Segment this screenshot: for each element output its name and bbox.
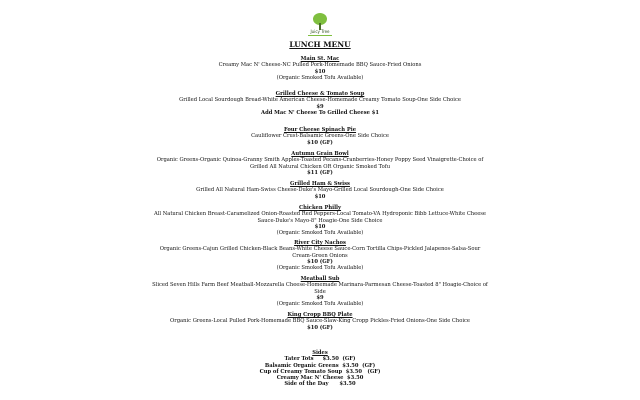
item-note: (Organic Smoked Tofu Available)	[276, 301, 364, 308]
item-name: Grilled Ham & Swiss	[290, 181, 350, 187]
item-addon: Add Mac N' Cheese To Grilled Cheese $1	[261, 109, 379, 116]
item-description: Organic Greens-Local Pulled Pork-Homemade BBQ Sauce-Slaw-King Cropp Pickles-Fried Onions-One Side Choice	[170, 318, 470, 325]
item-name: Four Cheese Spinach Pie	[283, 127, 357, 133]
menu-item	[150, 205, 490, 236]
item-price: $9	[316, 294, 324, 301]
item-description: Organic Greens-Cajun Grilled Chicken-Black Beans-White Cheese Sauce-Corn Tortilla Chips-Pickled Jalapenos-Salsa-Sour Cream-Green Onions	[159, 246, 481, 259]
item-price: $10	[314, 223, 326, 230]
item-name: Main St. Mac	[300, 56, 340, 62]
item-description: Cauliflower Crust-Balsamic Greens-One Side Choice	[251, 133, 389, 140]
menu-item	[150, 151, 490, 176]
page-title: LUNCH MENU	[289, 40, 351, 49]
sides-section	[200, 350, 440, 388]
logo-underline	[308, 35, 332, 36]
side-item: Side of the Day $3.50	[284, 381, 356, 388]
menu-item	[150, 312, 490, 331]
item-price: $10 (GF)	[307, 139, 333, 146]
item-price: $10 (GF)	[307, 258, 333, 265]
menu-item	[150, 240, 490, 271]
item-description: Grilled Local Sourdough Bread-White American Cheese-Homemade Creamy Tomato Soup-One Side Choice	[179, 97, 461, 104]
item-description: Grilled All Natural Ham-Swiss Cheese-Duke's Mayo-Grilled Local Sourdough-One Side Choice	[196, 187, 444, 194]
side-item: Cup of Creamy Tomato Soup $3.50 (GF)	[259, 368, 381, 375]
item-name: River City Nachos	[294, 240, 346, 246]
menu-item	[150, 276, 490, 307]
item-note: (Organic Smoked Tofu Available)	[276, 74, 364, 81]
menu-item	[150, 91, 490, 116]
restaurant-logo	[304, 13, 336, 39]
menu-item	[150, 181, 490, 200]
item-name: Autumn Grain Bowl	[291, 151, 349, 157]
menu-item	[150, 127, 490, 146]
logo-wordmark: Juicy Tree	[310, 29, 330, 34]
item-description: All Natural Chicken Breast-Caramelized Onion-Roasted Red Peppers-Local Tomato-VA Hydroponic Bibb Lettuce-White Cheese Sauce-Duke's Mayo-8" Hoagie-One Side Choice	[153, 211, 486, 224]
item-price: $9	[316, 103, 324, 110]
item-name: Grilled Cheese & Tomato Soup	[275, 91, 365, 97]
menu-item	[150, 56, 490, 81]
item-price: $11 (GF)	[307, 169, 333, 176]
item-description: Organic Greens-Organic Quinoa-Granny Smith Apples-Toasted Pecans-Cranberries-Honey Poppy Seed Vinaigrette-Choice of Grilled All Natural Chicken OR Organic Smoked Tofu	[156, 157, 484, 170]
side-item: Tater Tots $3.50 (GF)	[284, 356, 356, 363]
item-note: (Organic Smoked Tofu Available)	[276, 230, 364, 237]
item-note: (Organic Smoked Tofu Available)	[276, 265, 364, 272]
side-item: Creamy Mac N' Cheese $3.50	[276, 375, 364, 382]
item-description: Sliced Seven Hills Farm Beef Meatball-Mozzarella Cheese-Homemade Marinara-Parmesan Cheese-Toasted 8" Hoagie-Choice of Side	[152, 282, 488, 295]
item-price: $10 (GF)	[307, 324, 333, 331]
item-price: $10	[314, 193, 326, 200]
item-name: King Cropp BBQ Plate	[287, 312, 353, 318]
item-description: Creamy Mac N' Cheese-NC Pulled Pork-Homemade BBQ Sauce-Fried Onions	[218, 62, 422, 69]
item-price: $10	[314, 68, 326, 75]
item-name: Chicken Philly	[298, 205, 342, 211]
side-item: Balsamic Organic Greens $3.50 (GF)	[264, 362, 376, 369]
item-name: Meatball Sub	[300, 276, 340, 282]
sides-title: Sides	[312, 350, 328, 356]
